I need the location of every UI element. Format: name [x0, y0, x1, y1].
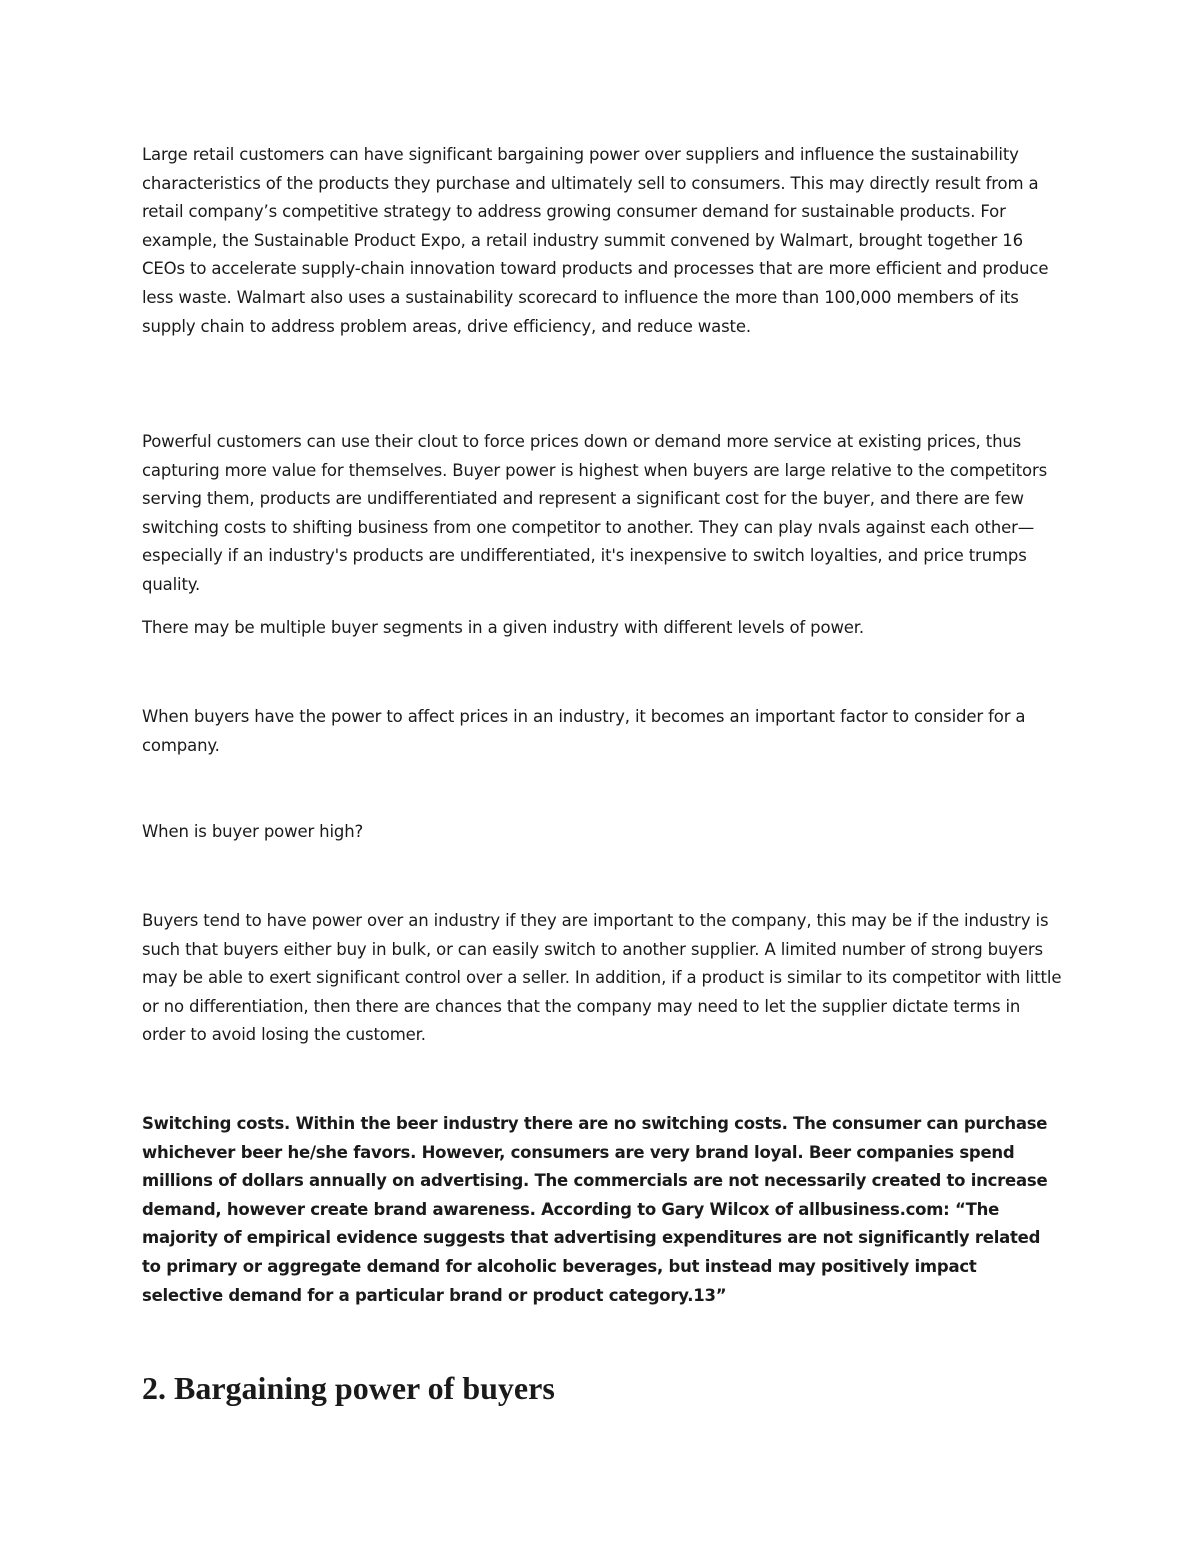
paragraph-question: When is buyer power high?: [142, 822, 364, 841]
paragraph-buyers-affect-prices: When buyers have the power to affect prices in an industry, it becomes an important factor to consider for a company.: [142, 707, 1026, 755]
paragraph-buyer-power-conditions: Buyers tend to have power over an industry if they are important to the company, this may be if the industry is such that buyers either buy in bulk, or can easily switch to another supplier. A limited number of strong buyers may be able to exert significant control over a seller. In addition, if a product is similar to its competitor with little or no differentiation, then there are chances that the company may need to let the supplier dictate terms in order to avoid losing the customer.: [142, 911, 1062, 1045]
paragraph-switching-costs: Switching costs. Within the beer industry there are no switching costs. The consumer can purchase whichever beer he/she favors. However, consumers are very brand loyal. Beer companies spend millions of dollars annually on advertising. The commercials are not necessarily created to increase demand, however create brand awareness. According to Gary Wilcox of allbusiness.com: “The majority of empirical evidence suggests that advertising expenditures are not significantly related to primary or aggregate demand for alcoholic beverages, but instead may positively impact selective demand for a particular brand or product category.13”: [142, 1114, 1048, 1305]
paragraph-buyer-segments: There may be multiple buyer segments in a given industry with different levels of power.: [142, 618, 865, 637]
section-heading: 2. Bargaining power of buyers: [142, 1370, 555, 1406]
paragraph-retail-customers: Large retail customers can have significant bargaining power over suppliers and influence the sustainability characteristics of the products they purchase and ultimately sell to consumers. This may directly result from a retail company’s competitive strategy to address growing consumer demand for sustainable products. For example, the Sustainable Product Expo, a retail industry summit convened by Walmart, brought together 16 CEOs to accelerate supply-chain innovation toward products and processes that are more efficient and produce less waste. Walmart also uses a sustainability scorecard to influence the more than 100,000 members of its supply chain to address problem areas, drive efficiency, and reduce waste.: [142, 145, 1049, 336]
paragraph-powerful-customers: Powerful customers can use their clout to force prices down or demand more service at existing prices, thus capturing more value for themselves. Buyer power is highest when buyers are large relative to the competitors serving them, products are undifferentiated and represent a significant cost for the buyer, and there are few switching costs to shifting business from one competitor to another. They can play nvals against each other—especially if an industry's products are undifferentiated, it's inexpensive to switch loyalties, and price trumps quality.: [142, 432, 1048, 594]
